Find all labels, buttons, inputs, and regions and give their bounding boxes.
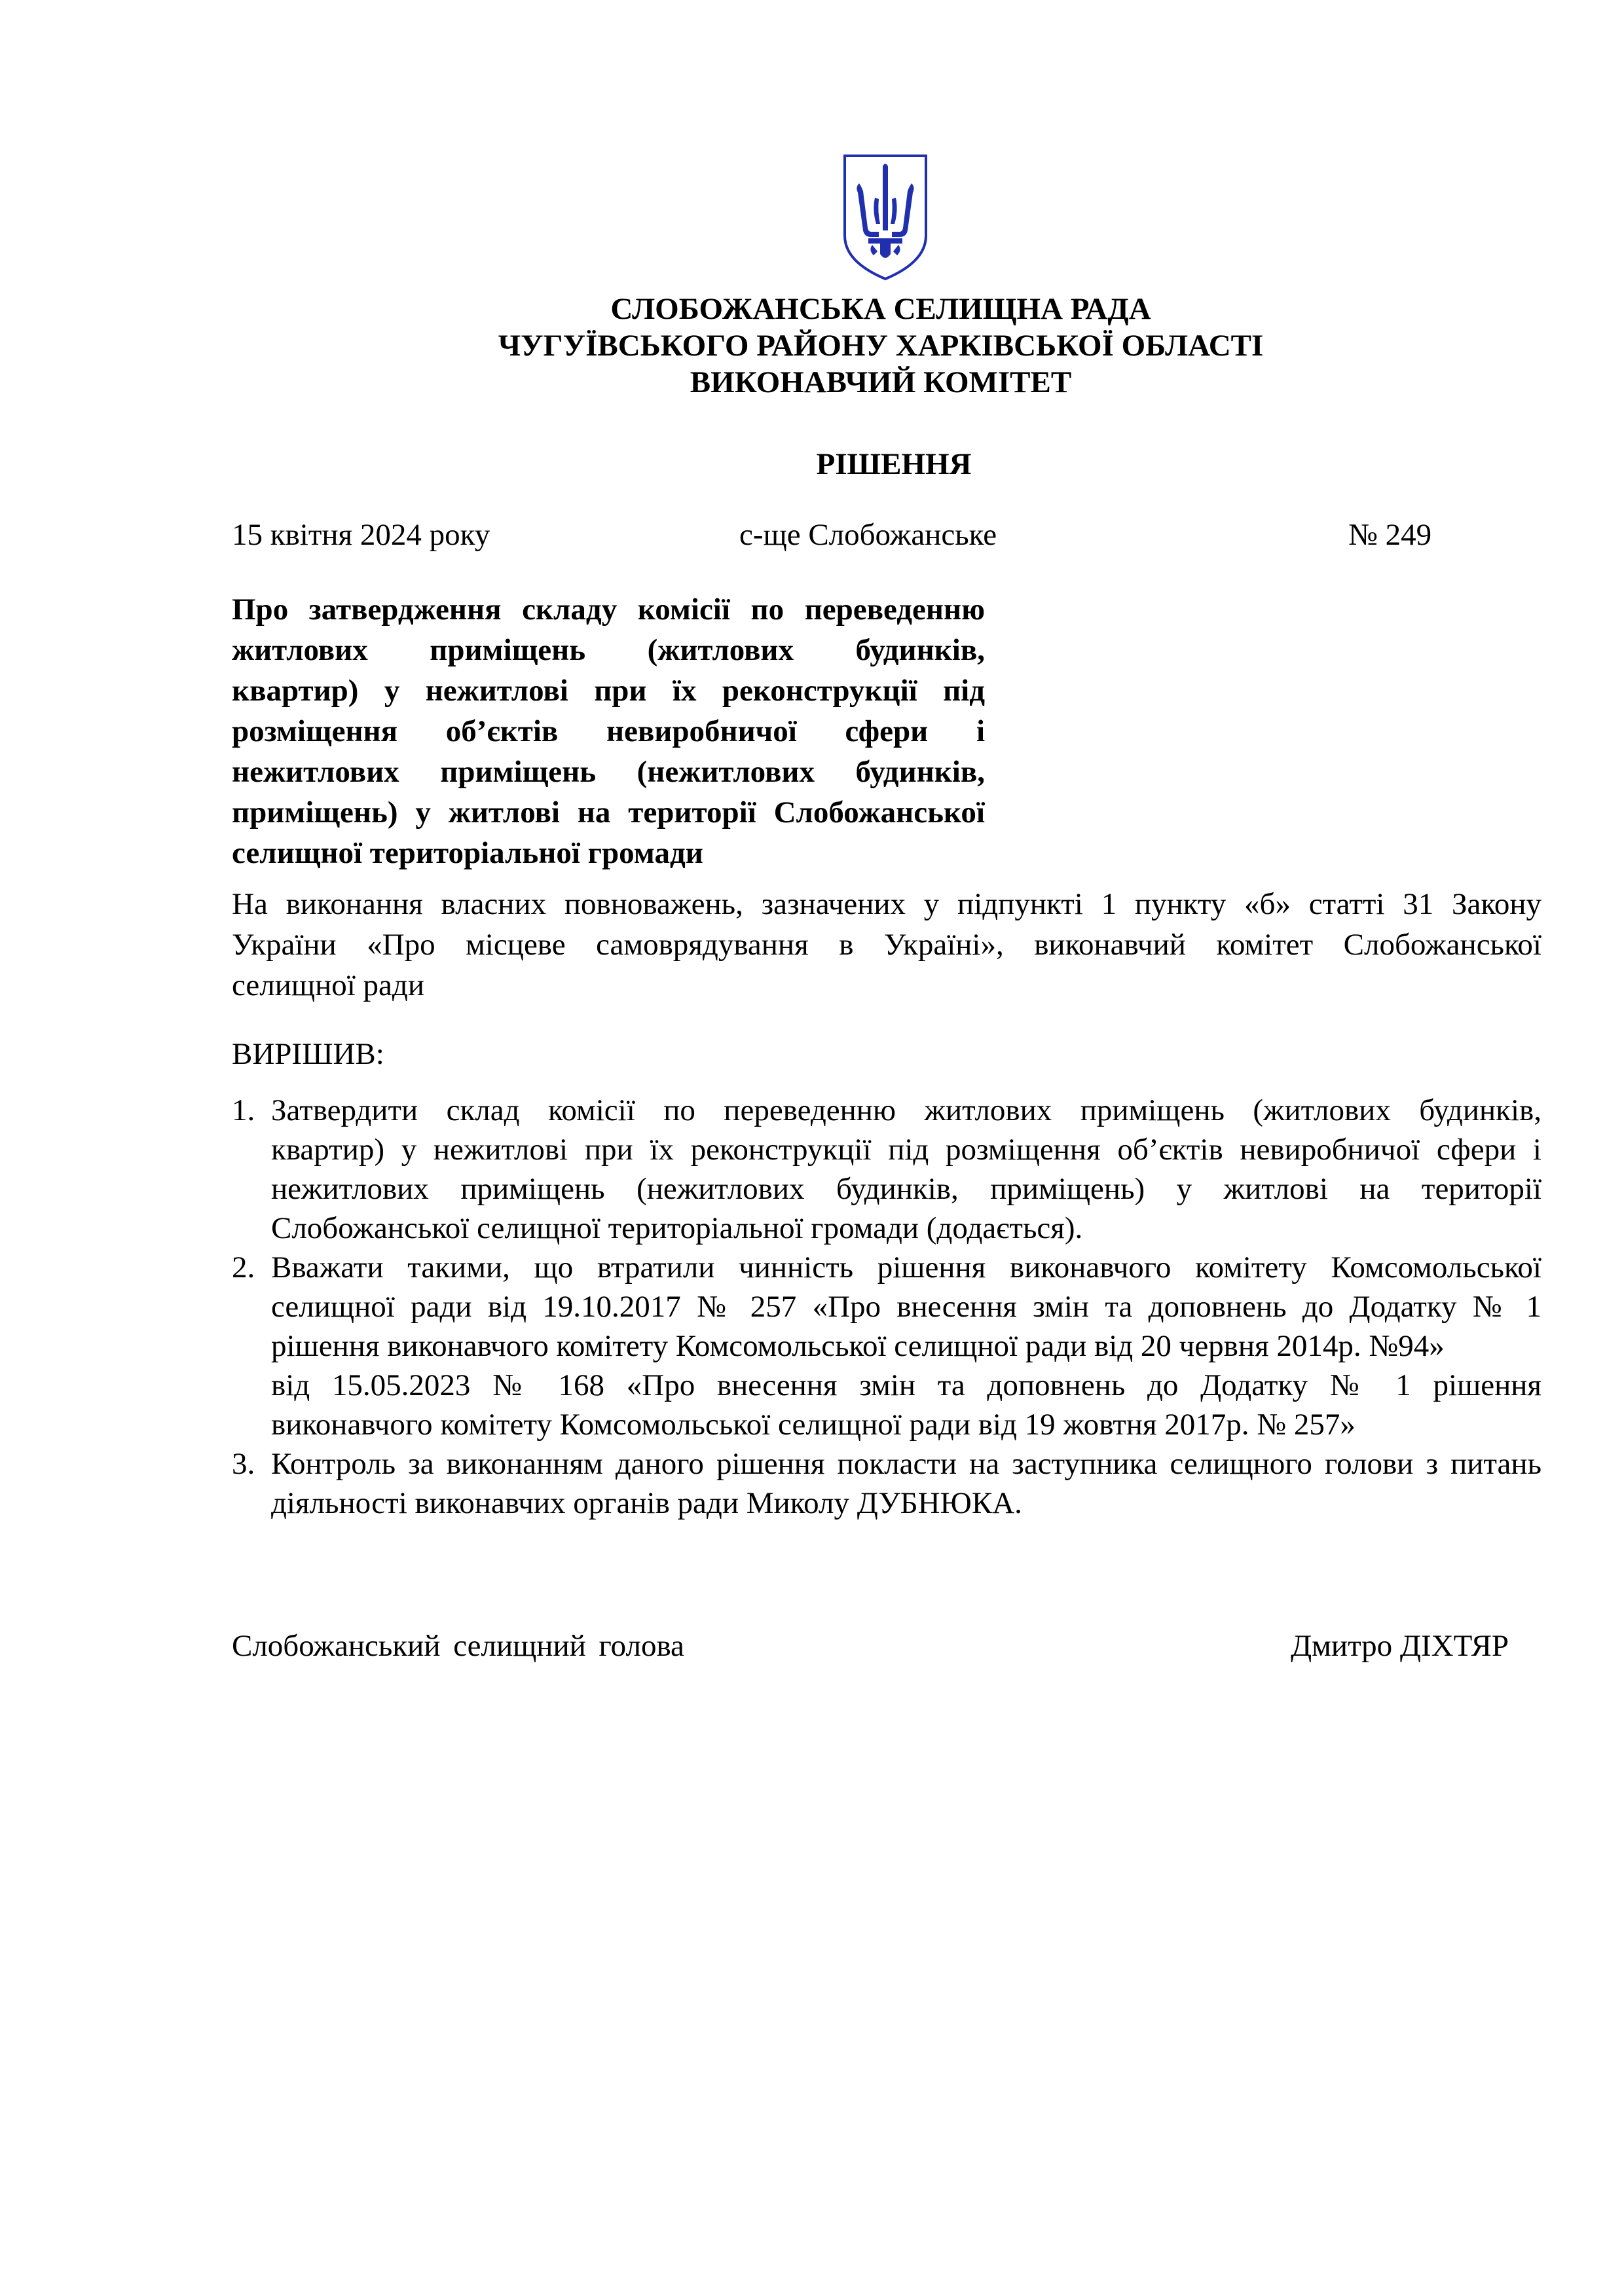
subject-line: житлових приміщень (житлових будинків, (232, 633, 985, 667)
item-line: Затвердити склад комісії по переведенню житлових приміщень (житлових будинків, (271, 1093, 1541, 1127)
item-line: рішення виконавчого комітету Комсомольської селищної ради від 20 червня 2014р. №94» (271, 1329, 1445, 1363)
decided-heading: ВИРІШИВ: (232, 1037, 384, 1071)
subject-line: приміщень) у житлові на території Слобожанської (232, 795, 985, 829)
item-number: 3. (232, 1447, 255, 1481)
document-meta (232, 517, 1437, 556)
decision-items (232, 1091, 1541, 1523)
preamble-line: України «Про місцеве самоврядування в Україні», виконавчий комітет Слобожанської (232, 928, 1541, 962)
preamble-line: На виконання власних повноважень, зазначених у підпункті 1 пункту «б» статті 31 Закону (232, 887, 1541, 921)
decision-item (232, 1444, 1541, 1523)
signatory-name: Дмитро ДІХТЯР (1291, 1629, 1509, 1663)
executive-committee: ВИКОНАВЧИЙ КОМІТЕТ (690, 365, 1072, 399)
item-line: діяльності виконавчих органів ради Миколу ДУБНЮКА. (271, 1486, 1022, 1520)
signature-block (232, 1628, 1541, 1667)
item-number: 2. (232, 1250, 255, 1285)
item-number: 1. (232, 1093, 255, 1127)
decision-item (232, 1091, 1541, 1248)
decision-item (232, 1248, 1541, 1444)
preamble-line: селищної ради (232, 968, 424, 1002)
preamble (232, 884, 1541, 1006)
item-line: селищної ради від 19.10.2017 № 257 «Про внесення змін та доповнень до Додатку № 1 (271, 1290, 1541, 1324)
item-line: квартир) у нежитлові при їх реконструкції під розміщення об’єктів невиробничої сфери і (271, 1133, 1541, 1167)
subject-line: квартир) у нежитлові при їх реконструкції під (232, 674, 985, 708)
document-title: РІШЕННЯ (816, 447, 972, 481)
document-date: 15 квітня 2024 року (232, 518, 490, 552)
item-line: Слобожанської селищної територіальної громади (додається). (271, 1211, 1083, 1245)
subject-line: нежитлових приміщень (нежитлових будинків, (232, 755, 985, 789)
item-line: виконавчого комітету Комсомольської селищної ради від 19 жовтня 2017р. № 257» (271, 1408, 1356, 1442)
decision-subject (232, 589, 985, 873)
coat-of-arms-trident-icon (840, 152, 931, 283)
document-place: с-ще Слобожанське (739, 518, 997, 552)
district-name: ЧУГУЇВСЬКОГО РАЙОНУ ХАРКІВСЬКОЇ ОБЛАСТІ (498, 329, 1264, 363)
item-line: Вважати такими, що втратили чинність рішення виконавчого комітету Комсомольської (271, 1250, 1541, 1285)
item-line: від 15.05.2023 № 168 «Про внесення змін та доповнень до Додатку № 1 рішення (271, 1368, 1541, 1402)
subject-line: селищної територіальної громади (232, 836, 703, 870)
signatory-title: Слобожанський селищний голова (232, 1629, 684, 1663)
item-line: нежитлових приміщень (нежитлових будинків, приміщень) у житлові на території (271, 1172, 1541, 1206)
council-name: СЛОБОЖАНСЬКА СЕЛИЩНА РАДА (610, 292, 1151, 326)
item-line: Контроль за виконанням даного рішення покласти на заступника селищного голови з питань (271, 1447, 1541, 1481)
document-number: № 249 (1348, 518, 1432, 552)
subject-line: Про затвердження складу комісії по переведенню (232, 592, 985, 627)
subject-line: розміщення об’єктів невиробничої сфери і (232, 714, 985, 748)
